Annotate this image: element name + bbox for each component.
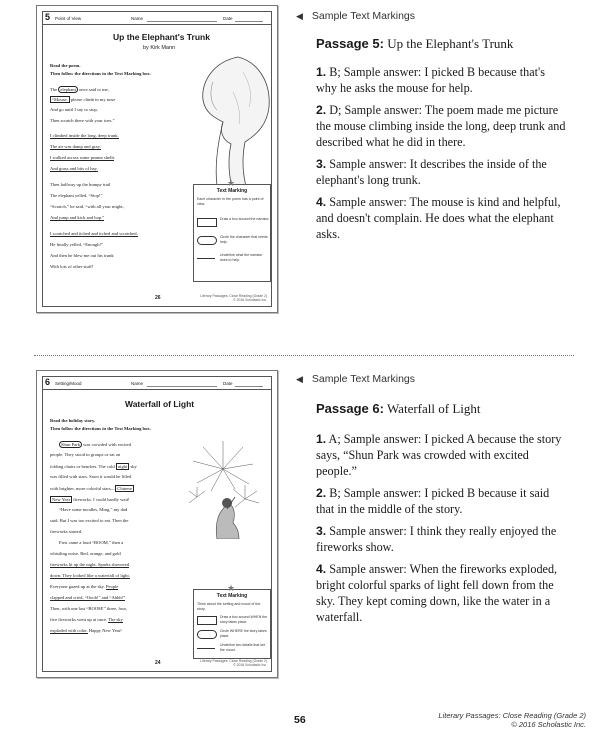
poem-line-underlined: I walked across some peanut shells bbox=[50, 155, 115, 160]
underline-symbol-icon bbox=[197, 258, 215, 259]
passage-title: Passage 6: Waterfall of Light bbox=[316, 401, 481, 416]
passage-title: Passage 5: Up the Elephant's Trunk bbox=[316, 36, 514, 51]
poem-line: And go until I say to stop, bbox=[50, 107, 98, 112]
poem-line-underlined: And jump and kick and hop.” bbox=[50, 215, 105, 220]
date-label: Date bbox=[223, 381, 233, 386]
worksheet-credit: Literary Passages: Close Reading (Grade 2) © 2016 Scholastic Inc. bbox=[200, 294, 267, 302]
poem-line: Then scratch there with your toes.” bbox=[50, 118, 115, 123]
answer-item: 1. A; Sample answer: I picked A because the story says, “Shun Park was crowded with excited people.” bbox=[316, 432, 562, 478]
worksheet-frame bbox=[42, 376, 272, 672]
story-line: five fireworks went up at once. The sky bbox=[50, 617, 123, 622]
answer-item: 1. B; Sample answer: I picked B because that's why he asks the mouse for help. bbox=[316, 65, 545, 95]
triangle-left-icon: ◀ bbox=[296, 374, 303, 384]
story-line: fireworks started. bbox=[50, 529, 83, 534]
poem-line-underlined: The air was damp and gray. bbox=[50, 144, 101, 149]
text-marking-intro: Each character in the poem has a point of view. bbox=[197, 197, 264, 206]
story-line: whistling noise. Red, orange, and gold bbox=[50, 551, 121, 556]
circled-word: Shun Park bbox=[61, 442, 81, 447]
poem-line: And then he blew me out his trunk bbox=[50, 253, 114, 258]
story-line: First came a loud “BOOM,” then a bbox=[59, 540, 124, 545]
text-marking-title: Text Marking bbox=[216, 188, 248, 194]
answer-item: 3. Sample answer: It describes the inside of the elephant's long trunk. bbox=[316, 157, 547, 187]
sample-text-markings-label: ◀ Sample Text Markings bbox=[296, 10, 416, 22]
story-line-underlined: fireworks lit up the night. Sparks showered bbox=[50, 562, 130, 567]
directions-line-2: Then follow the directions in the Text Marking box. bbox=[50, 71, 151, 76]
date-line bbox=[235, 386, 263, 387]
directions-line-1: Read the poem. bbox=[50, 63, 81, 68]
text-marking-box: ★ Text Marking Think about the setting and mood of the story. Draw a box around WHEN the story takes place. Circle WHERE the story takes place. Underline two details that set the mood. bbox=[193, 589, 271, 659]
worksheet-page-number: 24 bbox=[155, 660, 161, 666]
worksheet-page-number: 26 bbox=[155, 295, 161, 301]
poem-line: He finally yelled, “Enough!” bbox=[50, 242, 104, 247]
answer-item: 2. B; Sample answer: I picked B because it said that in the middle of the story. bbox=[316, 486, 550, 516]
story-line: with brighter, more colorful stars— Chinese bbox=[50, 486, 133, 491]
section-divider bbox=[34, 355, 574, 356]
story-line: folding chairs or benches. The cold night sky bbox=[50, 464, 137, 469]
date-label: Date bbox=[223, 16, 233, 21]
name-line bbox=[147, 386, 217, 387]
story-line-underlined: clapped and cried, “Oooh!” and “Ahhh!” bbox=[50, 595, 126, 600]
name-label: Name bbox=[131, 381, 144, 386]
worksheet-header bbox=[43, 377, 271, 390]
footer-credit: Literary Passages: Close Reading (Grade 2) © 2016 Scholastic Inc. bbox=[438, 711, 586, 729]
worksheet-header bbox=[43, 12, 271, 25]
sample-text-markings-label: ◀ Sample Text Markings bbox=[296, 373, 416, 385]
triangle-left-icon: ◀ bbox=[296, 11, 303, 21]
worksheet-number: 6 bbox=[45, 377, 51, 387]
circled-word: elephant bbox=[60, 87, 76, 92]
worksheet-title: Up the Elephant's Trunk bbox=[113, 32, 210, 42]
story-line: Shun Park was crowded with excited bbox=[61, 442, 131, 447]
boxed-word: “Mouse, bbox=[52, 97, 68, 102]
worksheet-frame bbox=[42, 11, 272, 307]
worksheet-category: Point of View bbox=[55, 16, 82, 21]
worksheet-thumbnail-passage-5 bbox=[36, 5, 278, 313]
story-line: people. They stood in groups or sat on bbox=[50, 452, 121, 457]
boxed-word: Chinese bbox=[117, 486, 133, 491]
name-label: Name bbox=[131, 16, 144, 21]
star-icon: ★ bbox=[227, 583, 236, 593]
story-line: Then, with one last “BOOM!” three, four, bbox=[50, 606, 127, 611]
boxed-word: night bbox=[117, 464, 128, 469]
story-line: said. But I was too excited to eat. Then the bbox=[50, 518, 129, 523]
poem-line: “Mouse, please climb in my nose bbox=[52, 97, 116, 102]
box-symbol-icon bbox=[197, 218, 217, 227]
name-line bbox=[147, 21, 217, 22]
worksheet-number: 5 bbox=[45, 12, 51, 22]
underline-symbol-icon bbox=[197, 648, 215, 649]
page-number: 56 bbox=[294, 714, 306, 726]
story-line: Everyone gazed up at the sky. People bbox=[50, 584, 119, 589]
directions-line-1: Read the holiday story. bbox=[50, 418, 96, 423]
poem-line: Then halfway up the bumpy trail bbox=[50, 182, 111, 187]
poem-line: The elephant once said to me, bbox=[50, 87, 109, 92]
answer-item: 4. Sample answer: When the fireworks exploded, bright colorful sparks of light fell down from the sky. They kept coming down, like the water in a waterfall. bbox=[316, 562, 558, 624]
answer-item: 2. D; Sample answer: The poem made me picture the mouse climbing inside the long, deep trunk and described what he did in there. bbox=[316, 103, 566, 149]
worksheet-credit: Literary Passages: Close Reading (Grade 2) © 2016 Scholastic Inc. bbox=[200, 659, 267, 667]
star-icon: ★ bbox=[227, 178, 236, 188]
date-line bbox=[235, 21, 263, 22]
worksheet-thumbnail-passage-6 bbox=[36, 370, 278, 678]
story-line: was filled with stars. Soon it would be filled bbox=[50, 474, 132, 479]
text-marking-box: ★ Text Marking Each character in the poem has a point of view. Draw a box around the narrator. Circle the character that needs help. Underline what the narrator does to help. bbox=[193, 184, 271, 282]
directions-line-2: Then follow the directions in the Text Marking box. bbox=[50, 426, 151, 431]
fireworks-illustration bbox=[183, 439, 263, 539]
worksheet-author: by Kirk Mann bbox=[143, 45, 176, 51]
poem-line: With lots of other stuff! bbox=[50, 264, 94, 269]
story-line: “Have some noodles, Ming,” my dad bbox=[59, 507, 128, 512]
poem-line-underlined: And grass and bits of hay. bbox=[50, 166, 98, 171]
poem-line-underlined: I climbed inside the long, deep trunk. bbox=[50, 133, 119, 138]
circle-symbol-icon bbox=[197, 236, 217, 245]
poem-line-underlined: I scratched and itched and itched and scratched. bbox=[50, 231, 138, 236]
story-line: New Year fireworks. I could hardly wait! bbox=[52, 497, 130, 502]
answer-item: 3. Sample answer: I think they really enjoyed the fireworks show. bbox=[316, 524, 557, 554]
boxed-word: New Year bbox=[52, 497, 71, 502]
worksheet-category: Setting/Mood bbox=[55, 381, 82, 386]
poem-line: “Scratch,” he said, “with all your might, bbox=[50, 204, 124, 209]
text-marking-intro: Think about the setting and mood of the story. bbox=[197, 602, 261, 611]
box-symbol-icon bbox=[197, 616, 217, 625]
text-marking-title: Text Marking bbox=[216, 593, 248, 599]
answer-item: 4. Sample answer: The mouse is kind and helpful, and doesn't complain. He does what the elephant asks. bbox=[316, 195, 561, 241]
story-line-underlined: down. They looked like a waterfall of light. bbox=[50, 573, 130, 578]
poem-line: The elephant yelled, “Stop!” bbox=[50, 193, 103, 198]
circle-symbol-icon bbox=[197, 630, 217, 639]
worksheet-title: Waterfall of Light bbox=[125, 399, 195, 409]
story-line: exploded with color. Happy New Year! bbox=[50, 628, 122, 633]
